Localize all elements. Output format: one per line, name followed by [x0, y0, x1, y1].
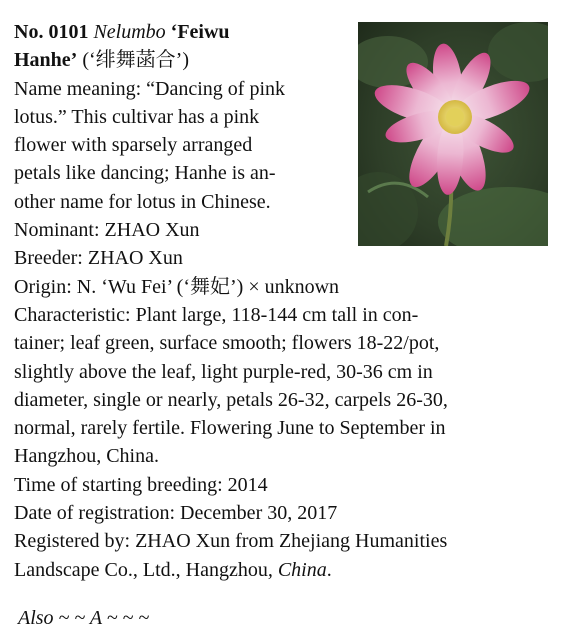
breeder: Breeder: ZHAO Xun	[14, 247, 183, 270]
cultivar-name-part2: Hanhe’	[14, 49, 78, 72]
characteristic-line: slightly above the leaf, light purple-red, 30-36 cm in	[14, 360, 433, 383]
registered-by-country: , China	[267, 558, 327, 581]
origin: Origin: N. ‘Wu Fei’ (‘舞妃’) × unknown	[14, 275, 340, 298]
name-meaning-line: petals like dancing; Hanhe is an-	[14, 162, 276, 185]
name-meaning-line: lotus.” This cultivar has a pink	[14, 105, 260, 128]
characteristic-line: normal, rarely fertile. Flowering June to September in	[14, 417, 446, 440]
next-entry-partial: Also ~ ~ A ~ ~ ~	[18, 607, 150, 629]
chinese-name: (‘绯舞菡合’)	[82, 49, 189, 72]
registered-by-line-1: Registered by: ZHAO Xun from Zhejiang Humanities	[14, 530, 448, 553]
genus-name: Nelumbo	[93, 21, 166, 43]
cultivar-entry	[14, 18, 574, 584]
registered-by-line-2	[14, 556, 574, 584]
time-of-breeding: Time of starting breeding: 2014	[14, 473, 268, 496]
date-of-registration: Date of registration: December 30, 2017	[14, 502, 338, 525]
characteristic-line: Hangzhou, China.	[14, 445, 159, 468]
nominant: Nominant: ZHAO Xun	[14, 219, 200, 242]
characteristic-line: diameter, single or nearly, petals 26-32, carpels 26-30,	[14, 388, 448, 411]
lotus-flower-image	[358, 22, 548, 246]
registered-by-period: .	[326, 558, 332, 581]
entry-number: No. 0101	[14, 21, 89, 43]
cultivar-name-part1: ‘Feiwu	[170, 21, 230, 43]
lotus-photo	[358, 22, 548, 246]
name-meaning-line: other name for lotus in Chinese.	[14, 190, 271, 213]
registered-by-company: Landscape Co., Ltd., Hangzhou	[14, 558, 268, 581]
name-meaning-line: flower with sparsely arranged	[14, 134, 253, 157]
characteristic-line: tainer; leaf green, surface smooth; flowers 18-22/pot,	[14, 332, 440, 355]
name-meaning-line: Name meaning: “Dancing of pink	[14, 77, 286, 100]
characteristic-line: Characteristic: Plant large, 118-144 cm tall in con-	[14, 303, 419, 326]
